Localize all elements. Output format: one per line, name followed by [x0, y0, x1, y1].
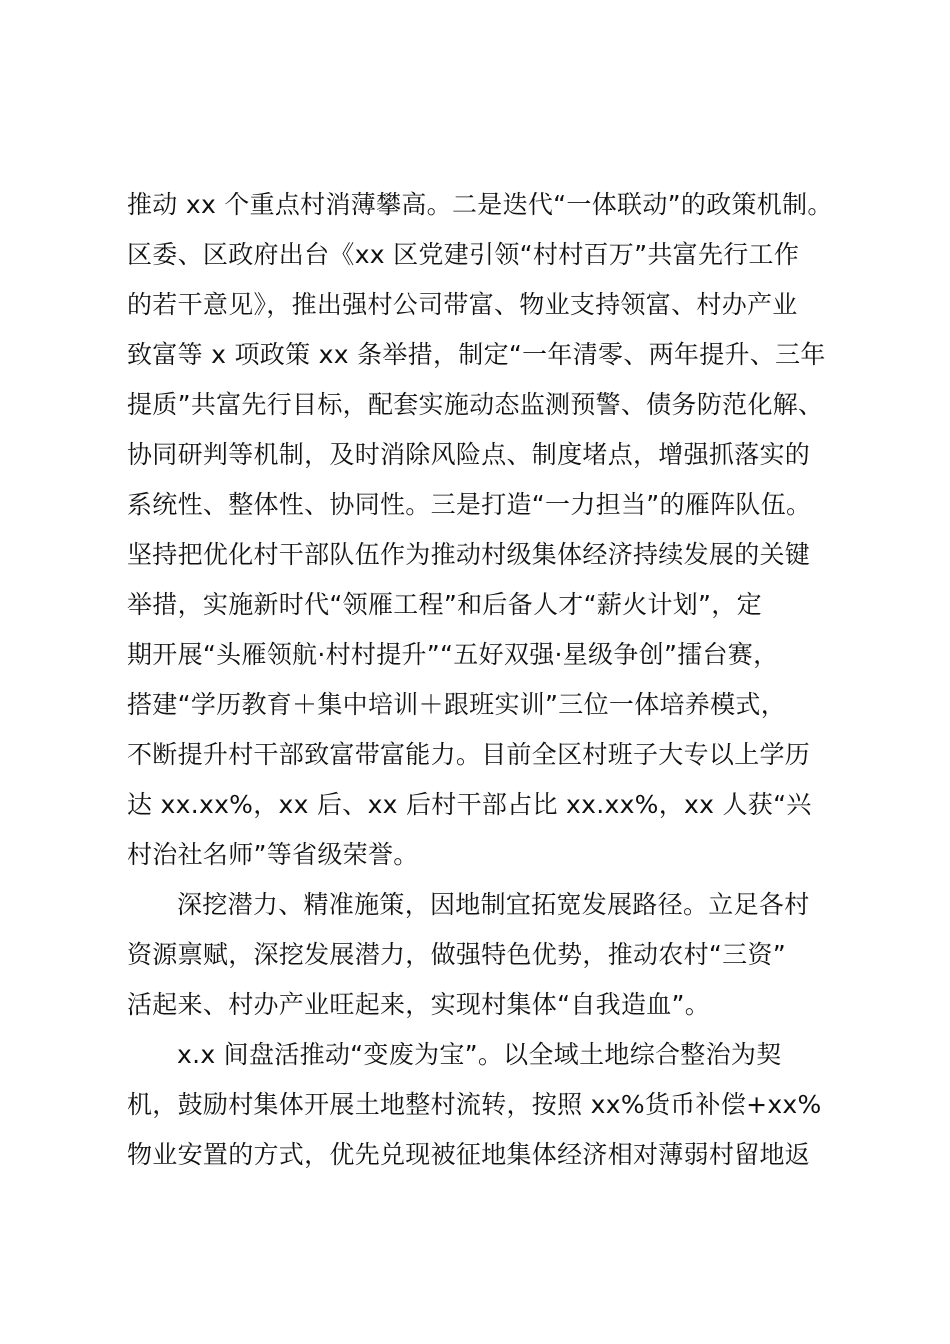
text-line: 资源禀赋，深挖发展潜力，做强特色优势，推动农村“三资” [127, 940, 787, 969]
text-line: 不断提升村干部致富带富能力。目前全区村班子大专以上学历 [127, 740, 811, 769]
text-line: x.x 间盘活推动“变废为宝”。以全域土地综合整治为契 [177, 1040, 782, 1069]
text-line: 协同研判等机制，及时消除风险点、制度堵点，增强抓落实的 [127, 440, 811, 469]
text-line: 系统性、整体性、协同性。三是打造“一力担当”的雁阵队伍。 [127, 490, 812, 519]
text-line: 物业安置的方式，优先兑现被征地集体经济相对薄弱村留地返 [127, 1140, 811, 1169]
text-line: 活起来、村办产业旺起来，实现村集体“自我造血”。 [127, 990, 711, 1019]
text-line: 致富等 x 项政策 xx 条举措，制定“一年清零、两年提升、三年 [127, 340, 826, 369]
paragraph-2 [127, 880, 847, 1030]
text-line: 坚持把优化村干部队伍作为推动村级集体经济持续发展的关键 [127, 540, 811, 569]
text-line: 搭建“学历教育＋集中培训＋跟班实训”三位一体培养模式， [127, 690, 787, 719]
text-line: 村治社名师”等省级荣誉。 [127, 840, 419, 869]
paragraph-1 [127, 180, 847, 880]
text-line: 提质”共富先行目标，配套实施动态监测预警、债务防范化解、 [127, 390, 824, 419]
text-line: 推动 xx 个重点村消薄攀高。二是迭代“一体联动”的政策机制。 [127, 190, 833, 219]
paragraph-3 [127, 1030, 847, 1180]
text-line: 的若干意见》，推出强村公司带富、物业支持领富、村办产业 [127, 290, 798, 319]
text-line: 期开展“头雁领航·村村提升”“五好双强·星级争创”擂台赛， [127, 640, 779, 669]
text-line: 深挖潜力、精准施策，因地制宜拓宽发展路径。立足各村 [177, 890, 810, 919]
document-body [127, 180, 847, 1180]
text-line: 举措，实施新时代“领雁工程”和后备人才“薪火计划”，定 [127, 590, 762, 619]
text-line: 达 xx.xx%，xx 后、xx 后村干部占比 xx.xx%，xx 人获“兴 [127, 790, 812, 819]
text-line: 机，鼓励村集体开展土地整村流转，按照 xx%货币补偿+xx% [127, 1090, 822, 1119]
text-line: 区委、区政府出台《xx 区党建引领“村村百万”共富先行工作 [127, 240, 800, 269]
